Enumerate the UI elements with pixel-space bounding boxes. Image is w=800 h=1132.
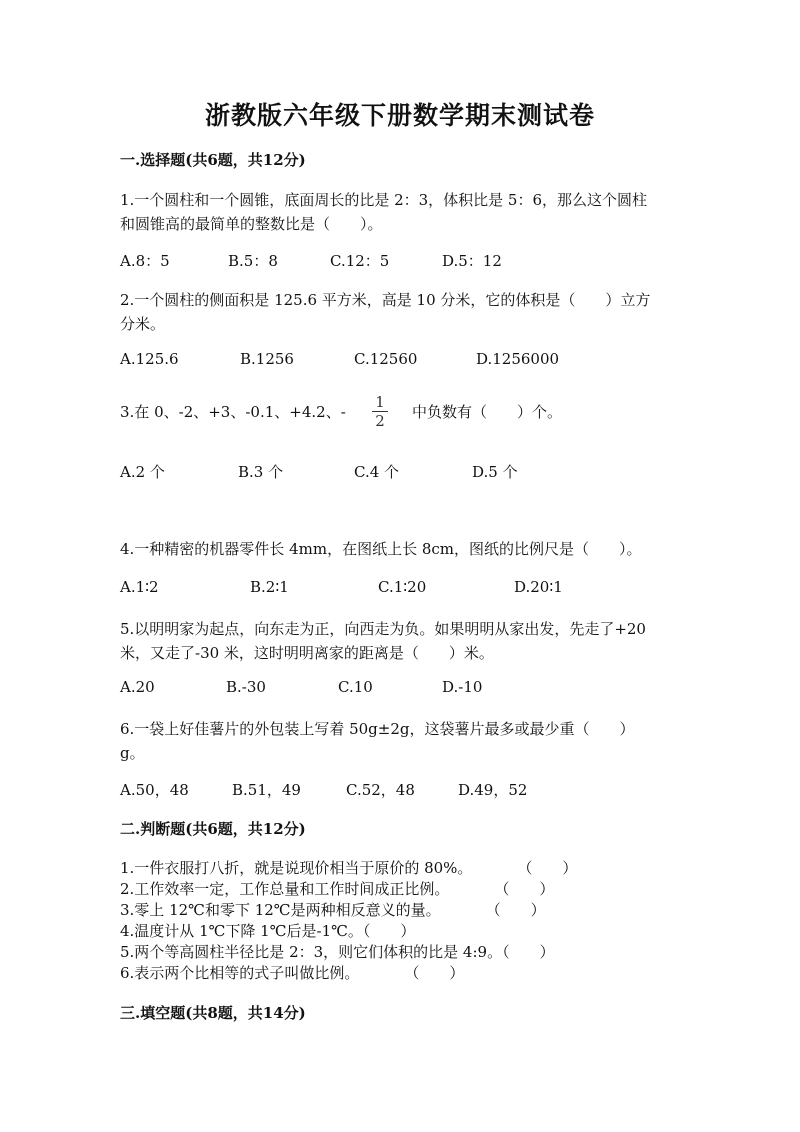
judge-item-4: 4.温度计从 1℃下降 1℃后是-1℃。（ ）: [120, 922, 416, 940]
judge-item-3: 3.零上 12℃和零下 12℃是两种相反意义的量。 （ ）: [120, 901, 546, 919]
question-6-option-b: B.51，49: [232, 781, 301, 799]
question-5-line-2: 米，又走了-30 米，这时明明离家的距离是（ ）米。: [120, 644, 494, 662]
fraction-numerator: 1: [375, 393, 385, 411]
question-6-option-d: D.49，52: [458, 781, 528, 799]
question-4-line-1: 4.一种精密的机器零件长 4mm，在图纸上长 8cm，图纸的比例尺是（ ）。: [120, 540, 642, 558]
question-1-line-1: 1.一个圆柱和一个圆锥，底面周长的比是 2：3，体积比是 5：6，那么这个圆柱: [120, 191, 648, 209]
question-5-option-a: A.20: [120, 678, 155, 696]
fraction-denominator: 2: [375, 412, 385, 430]
question-4-option-a: A.1∶2: [120, 578, 159, 596]
section-heading-judge: 二.判断题(共6题，共12分): [120, 820, 306, 838]
question-5-option-c: C.10: [338, 678, 373, 696]
fraction-one-half: [372, 394, 388, 429]
judge-item-1: 1.一件衣服打八折，就是说现价相当于原价的 80%。 （ ）: [120, 859, 578, 877]
question-2-line-2: 分米。: [120, 315, 166, 333]
section-heading-fill: 三.填空题(共8题，共14分): [120, 1004, 306, 1022]
question-5-line-1: 5.以明明家为起点，向东走为正，向西走为负。如果明明从家出发，先走了+20: [120, 620, 646, 638]
question-3-option-a: A.2 个: [120, 463, 165, 481]
question-3-option-c: C.4 个: [354, 463, 400, 481]
question-3-text-before: 3.在 0、-2、+3、-0.1、+4.2、-: [120, 403, 346, 421]
question-6-option-c: C.52，48: [346, 781, 415, 799]
question-1-option-d: D.5：12: [442, 252, 502, 270]
judge-item-2: 2.工作效率一定，工作总量和工作时间成正比例。 （ ）: [120, 880, 555, 898]
question-1-option-c: C.12：5: [330, 252, 390, 270]
question-3-option-b: B.3 个: [238, 463, 284, 481]
section-heading-choice: 一.选择题(共6题，共12分): [120, 151, 306, 169]
question-4-option-b: B.2∶1: [250, 578, 289, 596]
question-2-option-d: D.1256000: [476, 350, 560, 368]
judge-item-6: 6.表示两个比相等的式子叫做比例。 （ ）: [120, 964, 465, 982]
question-2-option-a: A.125.6: [120, 350, 179, 368]
question-1-line-2: 和圆锥高的最简单的整数比是（ ）。: [120, 215, 383, 233]
question-2-option-c: C.12560: [354, 350, 418, 368]
question-1-option-b: B.5：8: [228, 252, 278, 270]
question-6-line-2: g。: [120, 744, 145, 762]
question-6-option-a: A.50，48: [120, 781, 189, 799]
question-6-line-1: 6.一袋上好佳薯片的外包装上写着 50g±2g，这袋薯片最多或最少重（ ）: [120, 720, 635, 738]
question-5-option-b: B.-30: [226, 678, 266, 696]
question-1-option-a: A.8：5: [120, 252, 170, 270]
question-2-option-b: B.1256: [240, 350, 294, 368]
question-4-option-d: D.20∶1: [514, 578, 563, 596]
judge-item-5: 5.两个等高圆柱半径比是 2：3，则它们体积的比是 4:9。（ ）: [120, 943, 555, 961]
question-2-line-1: 2.一个圆柱的侧面积是 125.6 平方米，高是 10 分米，它的体积是（ ）立方: [120, 291, 651, 309]
question-4-option-c: C.1∶20: [378, 578, 427, 596]
question-3-option-d: D.5 个: [472, 463, 518, 481]
page-title: 浙教版六年级下册数学期末测试卷: [204, 101, 595, 130]
question-3-text-after: 中负数有（ ）个。: [412, 403, 563, 421]
question-5-option-d: D.-10: [442, 678, 483, 696]
